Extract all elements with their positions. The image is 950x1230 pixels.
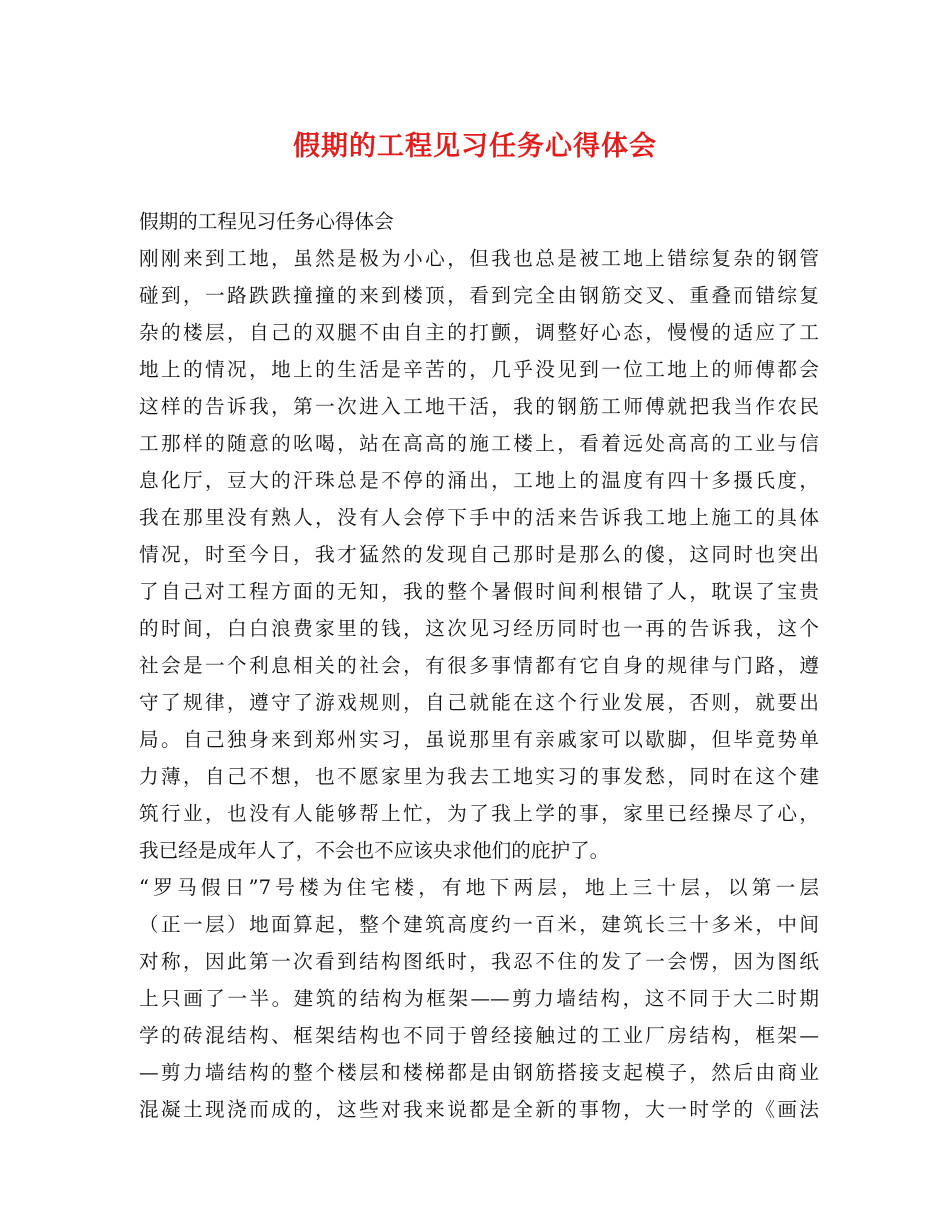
text-line: 情况，时至今日，我才猛然的发现自己那时是那么的傻，这同时也突出 — [139, 543, 819, 566]
text-line: 我在那里没有熟人，没有人会停下手中的活来告诉我工地上施工的具体 — [139, 506, 819, 529]
text-line: 对称，因此第一次看到结构图纸时，我忍不住的发了一会愣，因为图纸 — [139, 950, 819, 973]
text-line: 混凝土现浇而成的，这些对我来说都是全新的事物，大一时学的《画法 — [139, 1098, 819, 1121]
document-body — [139, 203, 819, 1128]
text-line: 息化厅，豆大的汗珠总是不停的涌出，工地上的温度有四十多摄氏度， — [139, 469, 819, 492]
text-line: 刚刚来到工地，虽然是极为小心，但我也总是被工地上错综复杂的钢管 — [139, 247, 819, 270]
text-line: 力薄，自己不想，也不愿家里为我去工地实习的事发愁，同时在这个建 — [139, 765, 819, 788]
text-line: 守了规律，遵守了游戏规则，自己就能在这个行业发展，否则，就要出 — [139, 691, 819, 714]
text-line: 筑行业，也没有人能够帮上忙，为了我上学的事，家里已经操尽了心， — [139, 802, 819, 825]
text-line: 碰到，一路跌跌撞撞的来到楼顶，看到完全由钢筋交叉、重叠而错综复 — [139, 284, 819, 307]
text-line: 社会是一个利息相关的社会，有很多事情都有它自身的规律与门路，遵 — [139, 654, 819, 677]
text-line: 假期的工程见习任务心得体会 — [139, 210, 394, 233]
document-title: 假期的工程见习任务心得体会 — [293, 131, 657, 162]
text-line: （正一层）地面算起，整个建筑高度约一百米，建筑长三十多米，中间 — [139, 913, 819, 936]
text-line: 学的砖混结构、框架结构也不同于曾经接触过的工业厂房结构，框架— — [139, 1024, 819, 1047]
text-line: 杂的楼层，自己的双腿不由自主的打颤，调整好心态，慢慢的适应了工 — [139, 321, 819, 344]
text-line: —剪力墙结构的整个楼层和楼梯都是由钢筋搭接支起模子，然后由商业 — [139, 1061, 819, 1084]
text-line: “罗马假日”7号楼为住宅楼，有地下两层，地上三十层，以第一层 — [139, 876, 819, 899]
text-line: 的时间，白白浪费家里的钱，这次见习经历同时也一再的告诉我，这个 — [139, 617, 819, 640]
text-line: 上只画了一半。建筑的结构为框架——剪力墙结构，这不同于大二时期 — [139, 987, 819, 1010]
text-line: 了自己对工程方面的无知，我的整个暑假时间利根错了人，耽误了宝贵 — [139, 580, 819, 603]
text-line: 地上的情况，地上的生活是辛苦的，几乎没见到一位工地上的师傅都会 — [139, 358, 819, 381]
text-line: 局。自己独身来到郑州实习，虽说那里有亲戚家可以歇脚，但毕竟势单 — [139, 728, 819, 751]
text-line: 这样的告诉我，第一次进入工地干活，我的钢筋工师傅就把我当作农民 — [139, 395, 819, 418]
text-line: 我已经是成年人了，不会也不应该央求他们的庇护了。 — [139, 839, 610, 862]
text-line: 工那样的随意的吆喝，站在高高的施工楼上，看着远处高高的工业与信 — [139, 432, 819, 455]
